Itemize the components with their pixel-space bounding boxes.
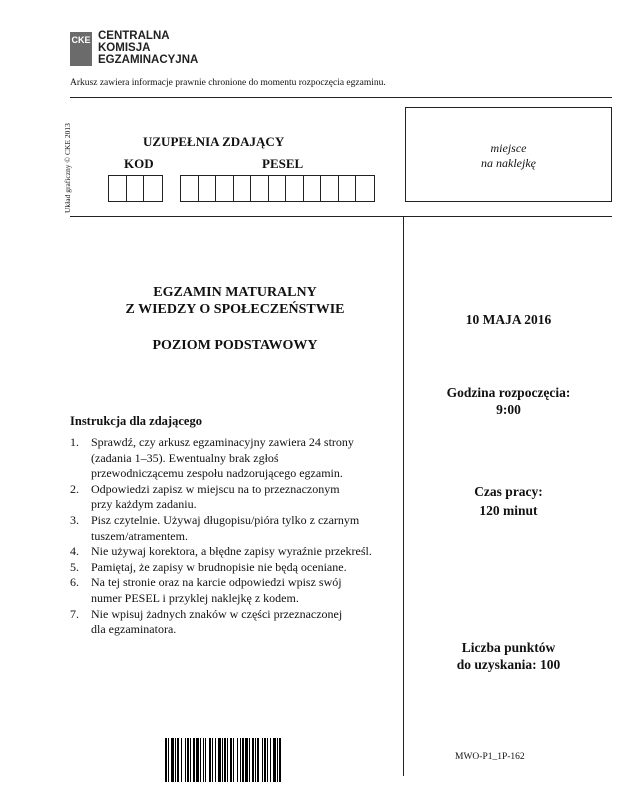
instruction-item: [70, 575, 405, 606]
form-code: MWO-P1_1P-162: [455, 752, 525, 762]
instruction-line: Pamiętaj, że zapisy w brudnopisie nie będą oceniane.: [91, 559, 347, 574]
instruction-line: Pisz czytelnie. Używaj długopisu/pióra tylko z czarnym: [91, 512, 360, 527]
logo-mark: CKE: [70, 32, 92, 66]
instructions-list: [70, 435, 405, 638]
pesel-label: PESEL: [262, 156, 304, 171]
pesel-field[interactable]: [180, 175, 375, 202]
instruction-line: dla egzaminatora.: [91, 622, 177, 637]
candidate-heading: UZUPEŁNIA ZDAJĄCY: [143, 134, 285, 149]
instruction-item: [70, 482, 405, 513]
digit-cell[interactable]: [144, 176, 162, 201]
instruction-number: 6.: [70, 575, 79, 590]
digit-cell[interactable]: [286, 176, 304, 201]
kod-field[interactable]: [108, 175, 163, 202]
logo-text: CENTRALNA KOMISJA EGZAMINACYJNA: [98, 30, 199, 66]
instruction-number: 2.: [70, 481, 79, 496]
instruction-item: [70, 560, 405, 576]
instruction-item: [70, 435, 405, 482]
work-time: Czas pracy: 120 minut: [474, 484, 543, 518]
instruction-line: Nie wpisuj żadnych znaków w części przeznaczonej: [91, 606, 343, 621]
copyright-side-text: Układ graficzny © CKE 2013: [63, 123, 72, 213]
instruction-line: tuszem/atramentem.: [91, 528, 188, 543]
instruction-number: 5.: [70, 559, 79, 574]
instruction-line: Sprawdź, czy arkusz egzaminacyjny zawiera 24 strony: [91, 435, 354, 449]
instructions-title: Instrukcja dla zdającego: [70, 414, 202, 428]
instruction-number: 4.: [70, 544, 79, 559]
instruction-item: [70, 513, 405, 544]
instruction-line: Odpowiedzi zapisz w miejscu na to przeznaczonym: [91, 481, 340, 496]
digit-cell[interactable]: [339, 176, 357, 201]
confidentiality-notice: Arkusz zawiera informacje prawnie chronione do momentu rozpoczęcia egzaminu.: [70, 78, 386, 88]
max-points: Liczba punktów do uzyskania: 100: [456, 640, 561, 672]
sticker-box: miejsce na naklejkę: [405, 107, 612, 202]
digit-cell[interactable]: [356, 176, 374, 201]
instruction-line: numer PESEL i przyklej naklejkę z kodem.: [91, 590, 299, 605]
digit-cell[interactable]: [234, 176, 252, 201]
instruction-line: Nie używaj korektora, a błędne zapisy wyraźnie przekreśl.: [91, 544, 372, 559]
instruction-line: przewodniczącemu zespołu nadzorującego egzamin.: [91, 466, 343, 481]
start-time: Godzina rozpoczęcia: 9:00: [446, 385, 571, 417]
header-bottom-rule: [70, 216, 612, 217]
digit-cell[interactable]: [181, 176, 199, 201]
digit-cell[interactable]: [199, 176, 217, 201]
exam-title: EGZAMIN MATURALNY Z WIEDZY O SPOŁECZEŃSTWIE: [125, 285, 345, 317]
top-rule: [70, 97, 612, 98]
digit-cell[interactable]: [109, 176, 127, 201]
instruction-item: [70, 607, 405, 638]
kod-label: KOD: [124, 156, 154, 171]
instruction-number: 1.: [70, 435, 79, 449]
digit-cell[interactable]: [321, 176, 339, 201]
instruction-number: 3.: [70, 512, 79, 527]
exam-level: POZIOM PODSTAWOWY: [152, 338, 318, 353]
barcode: [165, 738, 330, 782]
cke-logo: [70, 30, 220, 70]
digit-cell[interactable]: [269, 176, 287, 201]
instruction-line: przy każdym zadaniu.: [91, 497, 197, 512]
digit-cell[interactable]: [304, 176, 322, 201]
instruction-number: 7.: [70, 606, 79, 621]
digit-cell[interactable]: [251, 176, 269, 201]
instruction-line: Na tej stronie oraz na karcie odpowiedzi wpisz swój: [91, 575, 342, 590]
exam-date: 10 MAJA 2016: [465, 312, 552, 327]
digit-cell[interactable]: [216, 176, 234, 201]
instruction-item: [70, 544, 405, 560]
instruction-line: (zadania 1–35). Ewentualny brak zgłoś: [91, 450, 279, 465]
digit-cell[interactable]: [127, 176, 145, 201]
